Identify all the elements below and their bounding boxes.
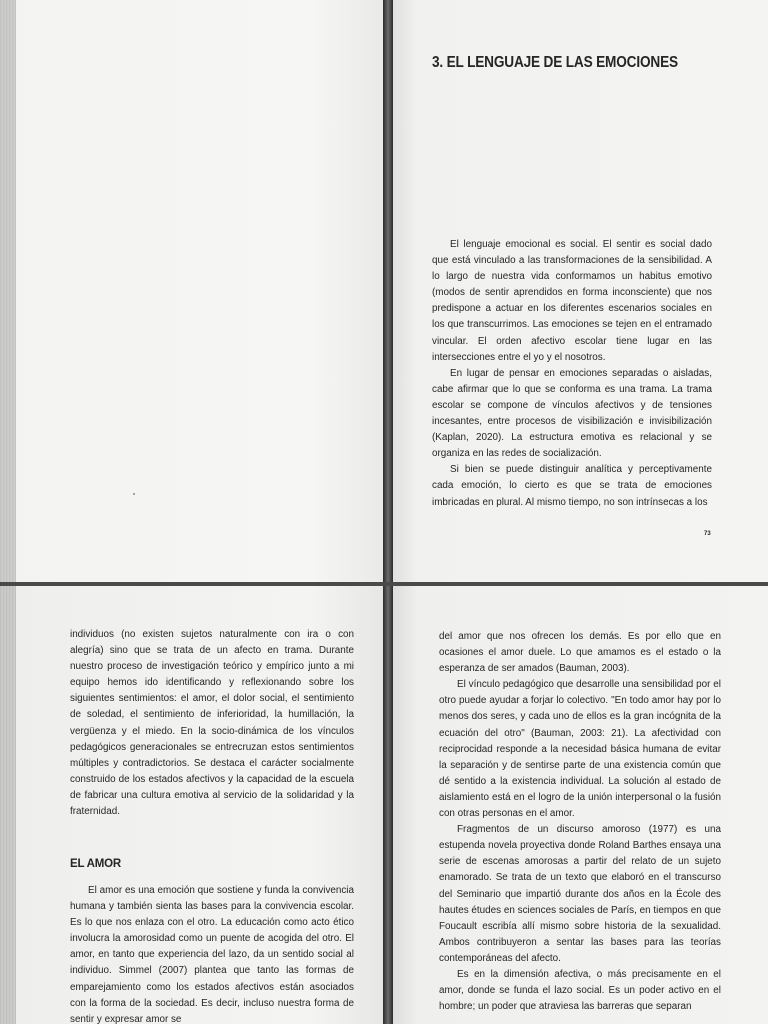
- blank-page-top-left: [0, 0, 387, 582]
- body-text-amor: [70, 883, 354, 1024]
- paper-speck: [133, 493, 135, 495]
- paragraph-vinculo-pedagogico: El vínculo pedagógico que desarrolle una sensibilidad por el otro puede ayudar a forjar lo colectivo. "En todo amor hay por lo menos dos seres, y cada uno de ellos es la gran incógnita de la ecuación del otro" (Bauman, 2003: 21). La afectividad con reciprocidad responde a la necesidad básica humana de evitar la separación y de sentirse parte de una existencia común que dé sentido a la existencia individual. La solución al estado de aislamiento está en el logro de la unión interpersonal o la fusión con otras personas en el amor.: [439, 679, 721, 820]
- paragraph-barthes: Fragmentos de un discurso amoroso (1977) es una estupenda novela proyectiva donde Roland Barthes ensaya una serie de escenas amorosas a partir del relato de un sujeto enamorado. Se trata de un texto que elaboró en el transcurso del Seminario que impartió durante dos años en la École des hautes études en sciences sociales de París, en tiempos en que Foucault escribía allí mismo sobre historia de la sexualidad. Ambos contribuyeron a sentar las bases para las teorías contemporáneas del afecto.: [439, 824, 721, 964]
- page-number: 73: [704, 531, 711, 537]
- paragraph-dimension-afectiva: Es en la dimensión afectiva, o más precisamente en el amor, donde se funda el lazo social. Es un poder activo en el hombre; un poder que atraviesa las barreras que separan: [439, 968, 721, 1013]
- paragraph-emociones-imbricadas: Si bien se puede distinguir analítica y perceptivamente cada emoción, lo cierto es que se trata de emociones imbricadas en plural. Al mismo tiempo, no son intrínsecas a los: [432, 464, 712, 508]
- body-text-top: [70, 627, 354, 820]
- paragraph-amor: El amor es una emoción que sostiene y funda la convivencia humana y también sienta las bases para la convivencia escolar. Es lo que nos enlaza con el otro. La educación como acto ético involucra la amorosidad como un puente de acogida del otro. El amor, en tanto que experiencia del lazo, da un sentido social al individuo. Simmel (2007) plantea que tanto las formas de emparejamiento como los estados afectivos están asociados con la forma de la sociedad. Es decir, incluso nuestra forma de sentir y expresar amor se: [70, 885, 354, 1024]
- paragraph-trama: En lugar de pensar en emociones separadas o aisladas, cabe afirmar que lo que se conforma es una trama. La trama escolar se compone de vínculos afectivos y de tensiones incesantes, entre procesos de visibilización e invisibilización (Kaplan, 2020). La estructura emotiva es relacional y se organiza en las redes de socialización.: [432, 367, 712, 460]
- chapter-body: [432, 237, 712, 511]
- page-edge: [0, 0, 16, 582]
- chapter-title: 3. EL LENGUAJE DE LAS EMOCIONES: [432, 54, 678, 71]
- page-bottom-left: [0, 586, 387, 1024]
- paragraph-amor-duele: del amor que nos ofrecen los demás. Es por ello que en ocasiones el amor duele. Lo que amamos es el estado o la esperanza de ser amados (Bauman, 2003).: [439, 631, 721, 675]
- book-spine: [383, 586, 393, 1024]
- paragraph-lenguaje-emocional: El lenguaje emocional es social. El sentir es social dado que está vinculado a las transformaciones de la sensibilidad. A lo largo de nuestra vida conformamos un habitus emotivo (modos de sentir aprendidos en forma inconsciente) que nos predispone a actuar en los diferentes escenarios sociales en los que transcurrimos. Las emociones se tejen en el entramado vincular. El orden afectivo escolar tiene lugar en las intersecciones entre el yo y el nosotros.: [432, 239, 712, 363]
- page-bottom-right: [387, 586, 768, 1024]
- body-text: [439, 629, 721, 1015]
- book-spine: [383, 0, 393, 582]
- page-edge: [0, 586, 16, 1024]
- paragraph-sentimientos: individuos (no existen sujetos naturalmente con ira o con alegría) sino que se trata de un afecto en trama. Durante nuestro proceso de investigación teórico y empírico junto a mi equipo hemos ido identificando y reflexionando sobre los siguientes sentimientos: el amor, el dolor social, el sentimiento de soledad, el sentimiento de inferioridad, la humillación, la vergüenza y el miedo. En la socio-dinámica de los vínculos pedagógicos generacionales se entrecruzan estos sentimientos múltiples y contradictorios. Se destaca el carácter socialmente construido de los estados afectivos y la capacidad de la escuela de fabricar una cultura emotiva al servicio de la solidaridad y la fraternidad.: [70, 629, 354, 818]
- section-title: EL AMOR: [70, 858, 121, 870]
- chapter-opening-page: [387, 0, 768, 582]
